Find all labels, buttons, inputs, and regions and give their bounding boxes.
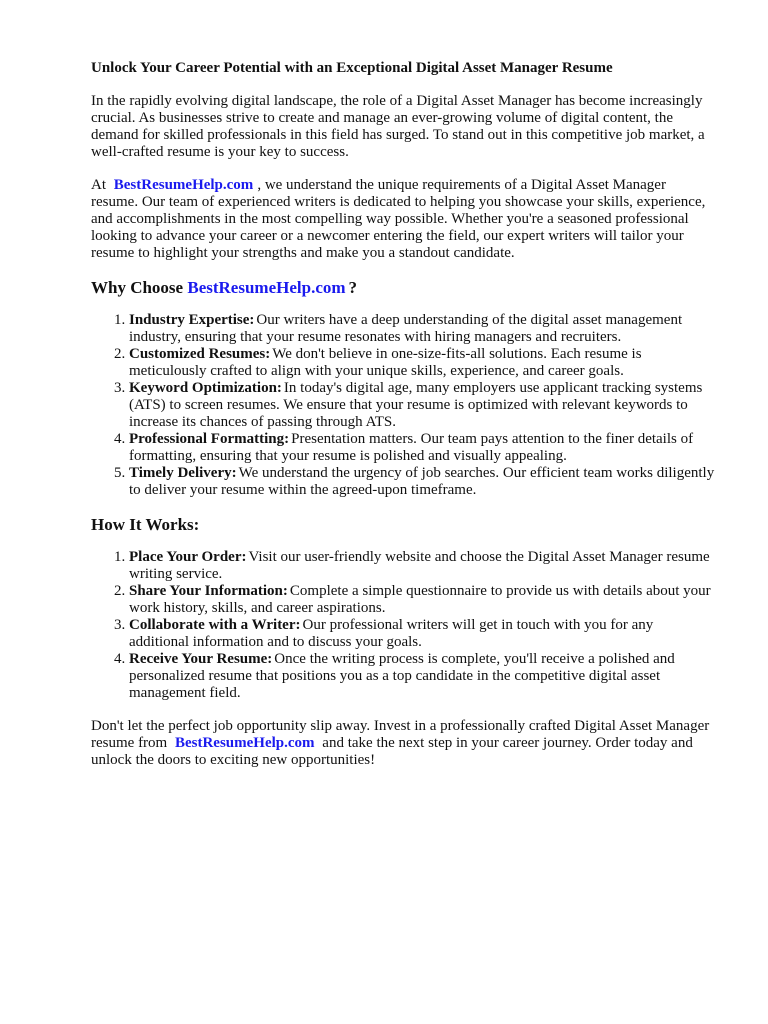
why-heading <box>91 278 716 298</box>
how-item-text: Complete a simple questionnaire to provide us with details about your work history, skills, and career aspirations. <box>129 583 711 616</box>
why-list-item <box>129 346 716 380</box>
why-item-lead: Timely Delivery: <box>129 465 237 481</box>
why-list-item <box>129 312 716 346</box>
closing-before: Don't let the perfect job opportunity slip away. Invest in a professionally crafted Digital Asset Manager resume from <box>91 718 710 751</box>
closing-paragraph <box>91 718 716 769</box>
why-list-item <box>129 465 716 499</box>
why-item-lead: Customized Resumes: <box>129 346 271 362</box>
closing-after: and take the next step in your career journey. Order today and unlock the doors to exciting new opportunities! <box>91 735 693 768</box>
why-list-item <box>129 431 716 465</box>
how-list-item <box>129 583 716 617</box>
why-item-lead: Professional Formatting: <box>129 431 290 447</box>
how-item-lead: Collaborate with a Writer: <box>129 617 301 633</box>
why-heading-suffix: ? <box>348 278 358 297</box>
why-list-item <box>129 380 716 431</box>
how-list <box>91 549 716 702</box>
how-list-item <box>129 651 716 702</box>
how-item-lead: Share Your Information: <box>129 583 288 599</box>
why-item-text: Presentation matters. Our team pays attention to the finer details of formatting, ensuring that your resume is polished and visually appealing. <box>129 431 694 464</box>
document-title: Unlock Your Career Potential with an Exceptional Digital Asset Manager Resume <box>91 60 613 76</box>
about-text: , we understand the unique requirements of a Digital Asset Manager resume. Our team of experienced writers is dedicated to helping you showcase your skills, experience, and accomplishments in the most compelling way possible. Whether you're a seasoned professional looking to advance your career or a newcomer entering the field, our expert writers will tailor your resume to highlight your strengths and make you a standout candidate. <box>91 177 706 261</box>
closing-brand-link[interactable]: BestResumeHelp.com <box>174 735 315 751</box>
about-prefix: At <box>91 177 106 193</box>
how-list-item <box>129 549 716 583</box>
about-paragraph <box>91 177 716 262</box>
why-heading-brand-link[interactable]: BestResumeHelp.com <box>187 278 346 297</box>
how-item-lead: Place Your Order: <box>129 549 247 565</box>
why-list <box>91 312 716 499</box>
document-page <box>91 60 716 785</box>
why-item-text: We understand the urgency of job searches. Our efficient team works diligently to deliver your resume within the agreed-upon timeframe. <box>129 465 715 498</box>
why-item-lead: Keyword Optimization: <box>129 380 282 396</box>
how-item-text: Once the writing process is complete, you'll receive a polished and personalized resume that positions you as a top candidate in the competitive digital asset management field. <box>129 651 675 701</box>
why-item-text: In today's digital age, many employers use applicant tracking systems (ATS) to screen resumes. We ensure that your resume is optimized with relevant keywords to increase its chances of passing through ATS. <box>129 380 703 430</box>
why-item-lead: Industry Expertise: <box>129 312 255 328</box>
how-heading: How It Works: <box>91 515 200 534</box>
how-list-item <box>129 617 716 651</box>
why-heading-prefix: Why Choose <box>91 278 184 297</box>
why-item-text: We don't believe in one-size-fits-all solutions. Each resume is meticulously crafted to align with your unique skills, experience, and career goals. <box>129 346 642 379</box>
intro-paragraph: In the rapidly evolving digital landscape, the role of a Digital Asset Manager has become increasingly crucial. As businesses strive to create and manage an ever-growing volume of digital content, the demand for skilled professionals in this field has surged. To stand out in this competitive job market, a well-crafted resume is your key to success. <box>91 93 705 160</box>
how-item-text: Visit our user-friendly website and choose the Digital Asset Manager resume writing service. <box>129 549 710 582</box>
how-item-lead: Receive Your Resume: <box>129 651 273 667</box>
how-item-text: Our professional writers will get in touch with you for any additional information and to discuss your goals. <box>129 617 654 650</box>
brand-link[interactable]: BestResumeHelp.com <box>113 177 254 193</box>
why-item-text: Our writers have a deep understanding of the digital asset management industry, ensuring that your resume resonates with hiring managers and recruiters. <box>129 312 683 345</box>
